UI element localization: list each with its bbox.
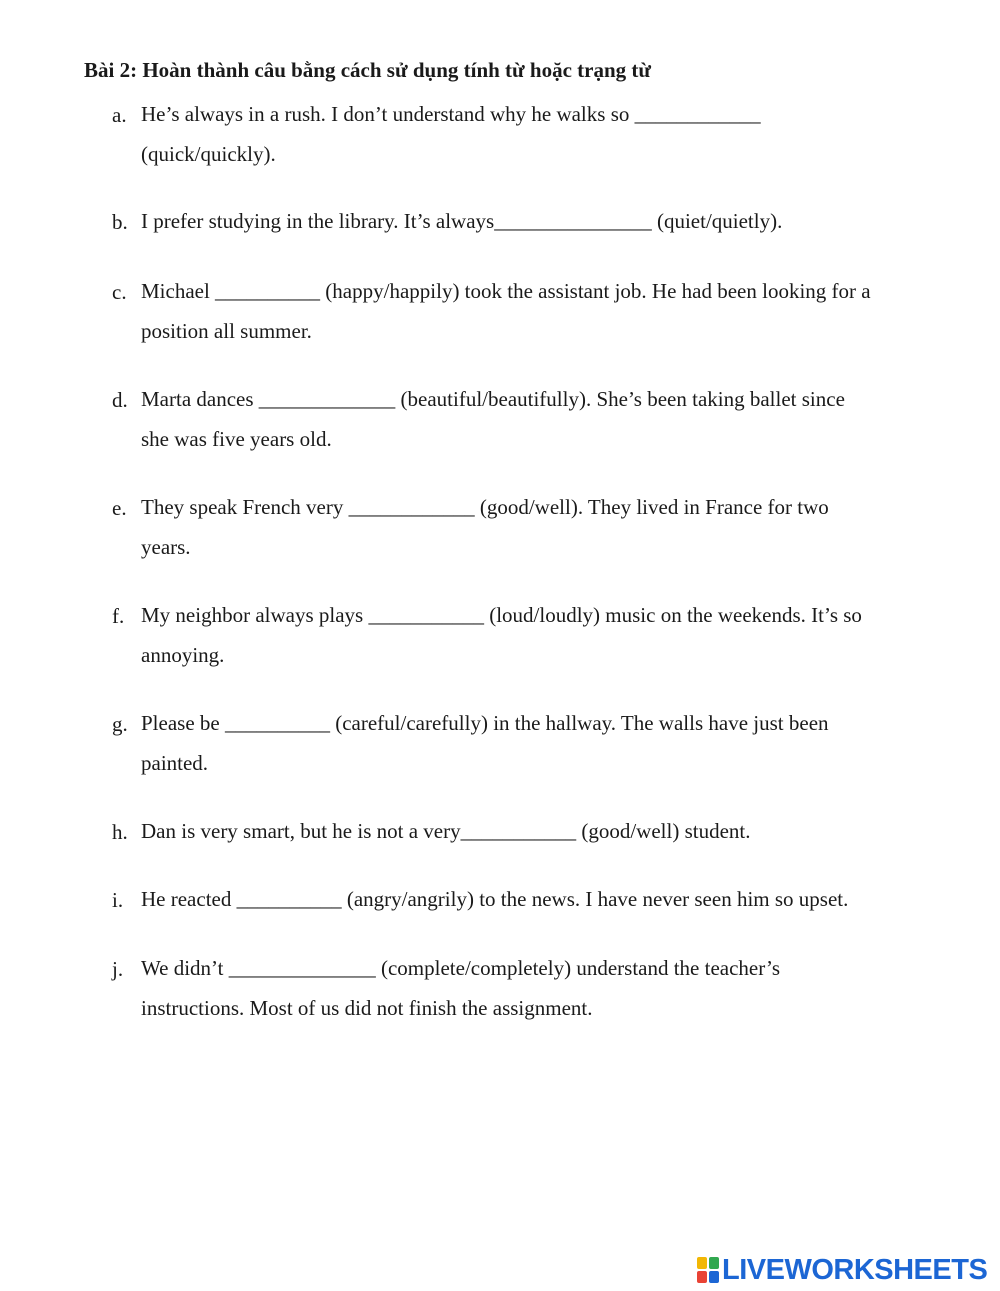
item-line: They speak French very ____________ (good/well). They lived in France for two: [141, 495, 829, 519]
item-letter: h.: [112, 820, 128, 844]
item-letter: f.: [112, 604, 125, 628]
item-text: [141, 202, 941, 242]
item-text: [141, 596, 941, 675]
item-text: [141, 380, 941, 459]
item-line: she was five years old.: [141, 426, 332, 451]
item-letter: i.: [112, 888, 124, 912]
item-line: position all summer.: [141, 318, 312, 343]
liveworksheets-logo-icon: [697, 1257, 719, 1283]
item-line: Please be __________ (careful/carefully) in the hallway. The walls have just been: [141, 711, 829, 735]
item-letter: g.: [112, 712, 128, 736]
item-letter: e.: [112, 496, 127, 520]
item-line: (quick/quickly).: [141, 141, 276, 166]
item-letter: j.: [112, 957, 124, 981]
item-text: [141, 488, 941, 567]
item-letter: a.: [112, 103, 127, 127]
item-line: Dan is very smart, but he is not a very___________ (good/well) student.: [141, 819, 751, 843]
item-line: We didn’t ______________ (complete/completely) understand the teacher’s: [141, 956, 781, 980]
item-text: [141, 704, 941, 783]
item-line: He reacted __________ (angry/angrily) to the news. I have never seen him so upset.: [141, 887, 849, 911]
item-line: annoying.: [141, 642, 225, 667]
exercise-title: Bài 2: Hoàn thành câu bằng cách sử dụng tính từ hoặc trạng từ: [84, 58, 651, 82]
item-text: [141, 272, 941, 351]
item-line: My neighbor always plays ___________ (loud/loudly) music on the weekends. It’s so: [141, 603, 862, 627]
item-line: Marta dances _____________ (beautiful/beautifully). She’s been taking ballet since: [141, 387, 845, 411]
item-line: painted.: [141, 750, 209, 775]
item-text: [141, 812, 941, 852]
item-text: [141, 880, 941, 920]
item-letter: d.: [112, 388, 128, 412]
item-letter: c.: [112, 280, 127, 304]
item-line: instructions. Most of us did not finish the assignment.: [141, 995, 593, 1020]
item-line: He’s always in a rush. I don’t understand why he walks so ____________: [141, 102, 761, 126]
item-line: years.: [141, 534, 191, 559]
logo-text: LIVEWORKSHEETS: [722, 1254, 988, 1286]
item-line: I prefer studying in the library. It’s always_______________ (quiet/quietly).: [141, 209, 783, 233]
item-text: [141, 95, 941, 174]
item-text: [141, 949, 941, 1028]
item-letter: b.: [112, 210, 128, 234]
item-line: Michael __________ (happy/happily) took the assistant job. He had been looking for a: [141, 279, 871, 303]
liveworksheets-logo[interactable]: [697, 1255, 987, 1285]
